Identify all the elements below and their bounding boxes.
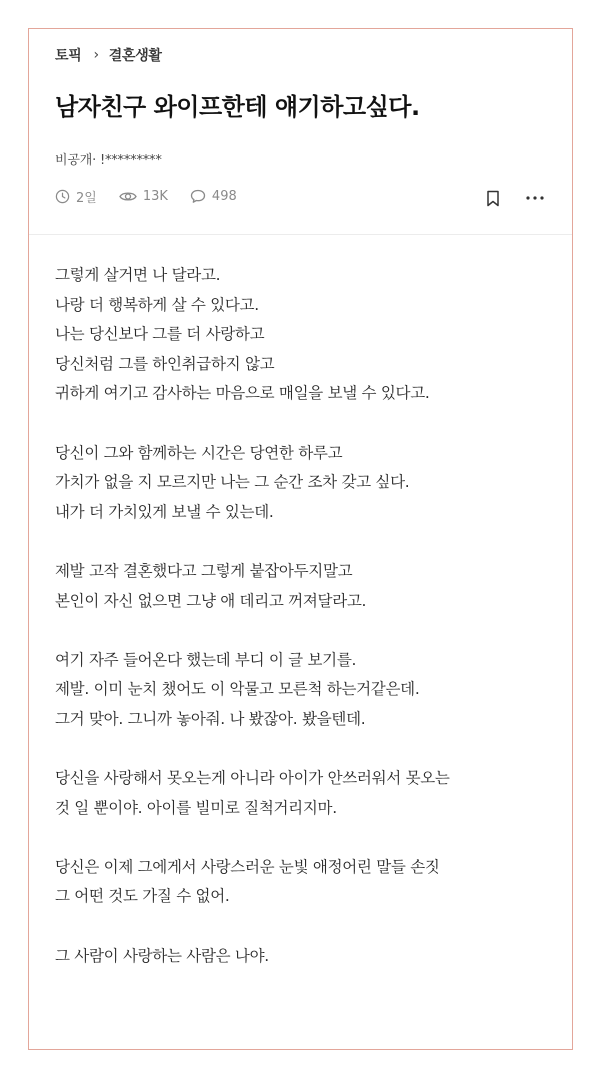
post-body-line: 내가 더 가치있게 보낼 수 있는데.	[55, 502, 274, 521]
post-body-line: 여기 자주 들어온다 했는데 부디 이 글 보기를.	[55, 650, 357, 669]
post-meta	[55, 187, 259, 206]
post-paragraph	[55, 439, 552, 528]
post-paragraph	[55, 764, 552, 823]
post-card	[28, 28, 573, 1050]
post-body-line: 그거 맞아. 그니까 놓아줘. 나 봤잖아. 봤을텐데.	[55, 709, 366, 728]
time-value: 2일	[76, 191, 97, 206]
post-body-line: 나랑 더 행복하게 살 수 있다고.	[55, 295, 259, 314]
time-stat	[55, 187, 97, 206]
post-paragraph	[55, 646, 552, 735]
breadcrumb	[55, 45, 162, 65]
views-stat	[119, 189, 168, 204]
post-paragraph	[55, 853, 552, 912]
post-body-line: 것 일 뿐이야. 아이를 빌미로 질척거리지마.	[55, 798, 337, 817]
chevron-right-icon: ›	[93, 47, 99, 63]
post-body-line: 귀하게 여기고 감사하는 마음으로 매일을 보낼 수 있다고.	[55, 384, 430, 403]
post-body-line: 제발 고작 결혼했다고 그렇게 붙잡아두지말고	[55, 561, 353, 580]
post-body-line: 그 사람이 사랑하는 사람은 나야.	[55, 946, 269, 965]
comment-icon	[190, 189, 206, 204]
post-body-line: 그 어떤 것도 가질 수 없어.	[55, 887, 230, 906]
post-title: 남자친구 와이프한테 얘기하고싶다.	[55, 93, 420, 121]
post-paragraph	[55, 942, 552, 972]
post-body	[55, 261, 552, 1001]
post-body-line: 당신처럼 그를 하인취급하지 않고	[55, 354, 275, 373]
bookmark-button[interactable]	[482, 187, 504, 209]
post-body-line: 그렇게 살거면 나 달라고.	[55, 266, 221, 284]
post-body-line: 당신을 사랑해서 못오는게 아니라 아이가 안쓰러워서 못오는	[55, 769, 450, 788]
more-button[interactable]	[524, 187, 546, 209]
views-value: 13K	[142, 189, 168, 204]
post-actions	[462, 187, 546, 209]
post-body-line: 제발. 이미 눈치 챘어도 이 악물고 모른척 하는거같은데.	[55, 680, 420, 699]
post-paragraph	[55, 557, 552, 616]
post-body-line: 가치가 없을 지 모르지만 나는 그 순간 조차 갖고 싶다.	[55, 473, 410, 492]
breadcrumb-topic-link[interactable]: 토픽	[55, 48, 82, 64]
post-body-line: 당신은 이제 그에게서 사랑스러운 눈빛 애정어린 말들 손짓	[55, 857, 440, 876]
bookmark-icon	[486, 190, 500, 207]
post-body-line: 당신이 그와 함께하는 시간은 당연한 하루고	[55, 443, 343, 462]
more-dots-icon	[526, 196, 544, 200]
clock-icon	[55, 189, 70, 204]
breadcrumb-category-link[interactable]: 결혼생활	[108, 48, 162, 64]
header-divider	[29, 234, 572, 235]
comments-stat[interactable]	[190, 189, 237, 204]
post-body-line: 나는 당신보다 그를 더 사랑하고	[55, 325, 265, 344]
comments-value: 498	[211, 189, 237, 204]
eye-icon	[119, 189, 137, 204]
post-body-line: 본인이 자신 없으면 그냥 애 데리고 꺼져달라고.	[55, 591, 367, 610]
post-paragraph	[55, 261, 552, 409]
post-author: 비공개· !*********	[55, 153, 162, 168]
